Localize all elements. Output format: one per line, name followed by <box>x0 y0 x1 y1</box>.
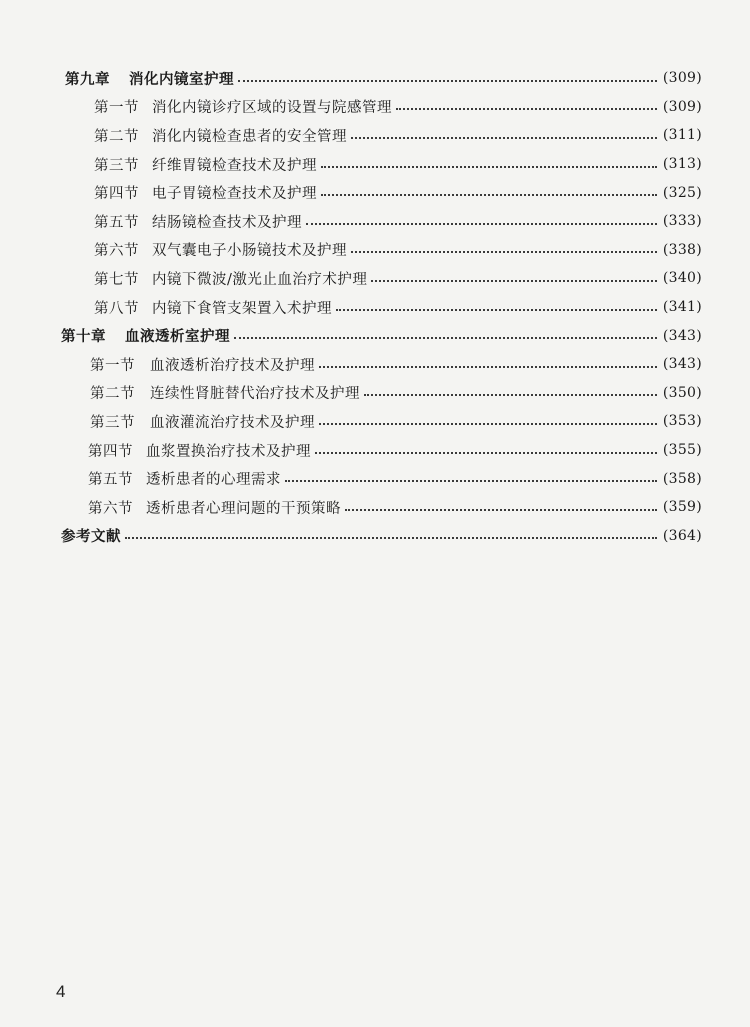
dot-leader <box>351 250 657 253</box>
page-ref: (355) <box>662 442 702 459</box>
section-title: 透析患者的心理需求 <box>146 472 281 489</box>
dot-leader <box>319 365 657 368</box>
section-title: 连续性肾脏替代治疗技术及护理 <box>150 386 360 403</box>
toc-section[interactable] <box>0 379 750 408</box>
page-number: 4 <box>56 982 66 1001</box>
page-ref: (325) <box>662 184 702 201</box>
dot-leader <box>345 508 657 511</box>
section-number: 第五节 <box>88 472 133 489</box>
page-ref: (309) <box>662 70 702 87</box>
toc-entry-label <box>0 68 234 89</box>
dot-leader <box>321 193 657 196</box>
chapter-title: 血液透析室护理 <box>125 328 230 346</box>
section-number: 第四节 <box>94 186 139 203</box>
section-title: 消化内镜诊疗区域的设置与院感管理 <box>152 100 392 117</box>
toc-entry-label <box>0 411 315 432</box>
dot-leader <box>371 279 656 282</box>
toc-entry-label <box>0 468 281 489</box>
toc-section[interactable] <box>0 121 750 150</box>
page-ref: (340) <box>662 270 702 287</box>
toc-references[interactable] <box>0 522 750 551</box>
toc-entry-label <box>0 96 392 117</box>
toc-entry-label <box>0 497 341 518</box>
toc-entry-label <box>0 354 315 375</box>
toc-entry-label <box>0 525 121 546</box>
dot-leader <box>336 308 657 311</box>
table-of-contents <box>0 64 750 550</box>
page-ref: (350) <box>662 384 702 401</box>
toc-chapter-10[interactable] <box>0 321 750 350</box>
toc-section[interactable] <box>0 293 750 322</box>
section-title: 双气囊电子小肠镜技术及护理 <box>152 243 347 260</box>
page-ref: (343) <box>662 356 702 373</box>
dot-leader <box>125 536 657 539</box>
toc-entry-label <box>0 382 360 403</box>
section-title: 内镜下微波/激光止血治疗术护理 <box>152 271 368 288</box>
section-title: 血浆置换治疗技术及护理 <box>146 443 311 460</box>
dot-leader <box>238 79 657 82</box>
section-number: 第二节 <box>90 386 135 403</box>
toc-entry-label <box>0 325 230 346</box>
toc-entry-label <box>0 182 317 203</box>
section-title: 内镜下食管支架置入术护理 <box>152 300 332 317</box>
dot-leader <box>234 336 657 339</box>
section-number: 第一节 <box>94 100 139 117</box>
toc-section[interactable] <box>0 264 750 293</box>
page-ref: (311) <box>662 127 702 144</box>
section-number: 第三节 <box>90 414 135 431</box>
page-ref: (343) <box>662 327 702 344</box>
page-ref: (341) <box>662 299 702 316</box>
section-number: 第八节 <box>94 300 139 317</box>
section-title: 透析患者心理问题的干预策略 <box>146 500 341 517</box>
section-number: 第三节 <box>94 157 139 174</box>
toc-entry-label <box>0 125 347 146</box>
toc-chapter-9[interactable] <box>0 64 750 93</box>
toc-section[interactable] <box>0 464 750 493</box>
page-ref: (359) <box>662 499 702 516</box>
chapter-title: 消化内镜室护理 <box>129 70 234 88</box>
toc-entry-label <box>0 239 347 260</box>
dot-leader <box>315 451 657 454</box>
page-ref: (313) <box>662 156 702 173</box>
section-title: 血液灌流治疗技术及护理 <box>150 414 315 431</box>
toc-section[interactable] <box>0 236 750 265</box>
chapter-number: 第十章 <box>61 328 106 346</box>
toc-section[interactable] <box>0 93 750 122</box>
references-title: 参考文献 <box>61 528 121 546</box>
section-number: 第二节 <box>94 128 139 145</box>
section-title: 血液透析治疗技术及护理 <box>150 357 315 374</box>
page-ref: (364) <box>662 527 702 544</box>
dot-leader <box>306 222 657 225</box>
section-number: 第四节 <box>88 443 133 460</box>
toc-section[interactable] <box>0 150 750 179</box>
dot-leader <box>396 107 657 110</box>
section-title: 结肠镜检查技术及护理 <box>152 214 302 231</box>
page-ref: (338) <box>662 241 702 258</box>
toc-section[interactable] <box>0 350 750 379</box>
toc-entry-label <box>0 440 311 461</box>
toc-section[interactable] <box>0 436 750 465</box>
toc-entry-label <box>0 297 332 318</box>
section-number: 第七节 <box>94 271 139 288</box>
section-title: 纤维胃镜检查技术及护理 <box>152 157 317 174</box>
toc-section[interactable] <box>0 207 750 236</box>
section-number: 第六节 <box>88 500 133 517</box>
section-title: 消化内镜检查患者的安全管理 <box>152 128 347 145</box>
dot-leader <box>321 165 657 168</box>
page-ref: (333) <box>662 213 702 230</box>
section-number: 第五节 <box>94 214 139 231</box>
toc-section[interactable] <box>0 407 750 436</box>
toc-entry-label <box>0 268 367 289</box>
section-number: 第六节 <box>94 243 139 260</box>
page-ref: (358) <box>662 470 702 487</box>
section-title: 电子胃镜检查技术及护理 <box>152 186 317 203</box>
toc-section[interactable] <box>0 493 750 522</box>
section-number: 第一节 <box>90 357 135 374</box>
page-ref: (309) <box>662 98 702 115</box>
page-ref: (353) <box>662 413 702 430</box>
chapter-number: 第九章 <box>65 70 110 88</box>
dot-leader <box>319 422 657 425</box>
dot-leader <box>351 136 657 139</box>
toc-entry-label <box>0 211 302 232</box>
dot-leader <box>364 393 657 396</box>
toc-section[interactable] <box>0 178 750 207</box>
dot-leader <box>285 479 657 482</box>
toc-entry-label <box>0 154 317 175</box>
